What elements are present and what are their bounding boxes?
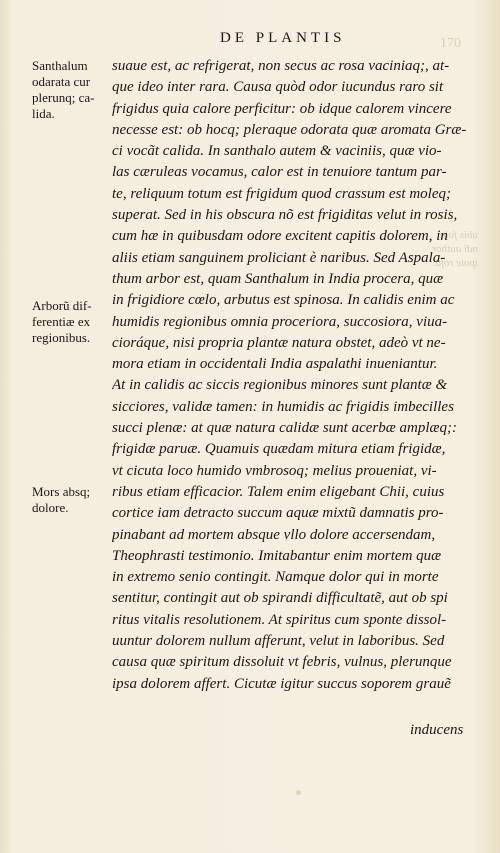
text-line: uuntur dolorem nullum afferunt, velut in laboribus. Sed xyxy=(112,633,445,650)
text-line: causa quæ spiritum dissoluit vt febris, vulnus, plerunque xyxy=(112,654,452,671)
margin-note-line: regionibus. xyxy=(32,330,91,345)
text-line: ipsa dolorem affert. Cicutæ igitur succus soporem grauẽ xyxy=(112,675,451,692)
text-line: succi plenæ: at quæ natura calidæ sunt acerbæ amplæq;: xyxy=(112,420,457,437)
text-line: mora etiam in occidentali India aspalathi inueniantur. xyxy=(112,356,438,373)
text-line: sentitur, contingit aut ob spirandi difficultatẽ, aut ob spi xyxy=(112,590,448,607)
text-line: superat. Sed in his obscura nõ est frigiditas velut in rosis, xyxy=(112,207,458,224)
text-line: vt cicuta loco humido vmbrosoq; melius proueniat, vi- xyxy=(112,462,437,479)
margin-note-line: Arborũ dif- xyxy=(32,298,92,313)
text-line: te, reliquum totum est frigidum quod crassum est moleq; xyxy=(112,185,452,202)
text-line: humidis regionibus omnia proceriora, succosiora, viua- xyxy=(112,313,448,330)
text-line: pinabant ad mortem absque vllo dolore accersendam, xyxy=(112,526,436,543)
text-line: in extremo senio contingit. Namque dolor qui in morte xyxy=(112,569,439,586)
margin-note-mors xyxy=(32,484,110,516)
margin-note-line: lida. xyxy=(32,106,55,121)
catchword: inducens xyxy=(410,722,464,738)
margin-note-arborum xyxy=(32,298,110,346)
text-line: cioráque, nisi propria plantæ natura obstet, adeò vt ne- xyxy=(112,334,446,351)
text-line: frigidus quia calore perficitur: ob idque calorem vincere xyxy=(112,100,452,117)
text-line: cum hæ in quibusdam odore excitent capitis dolorem, in xyxy=(112,228,448,245)
text-line: thum arbor est, quam Santhalum in India procera, quæ xyxy=(112,270,444,287)
margin-note-line: Mors absq; xyxy=(32,484,91,499)
show-through-text: ubis fola ndi author ipote rofa. xyxy=(431,229,478,269)
main-text-block xyxy=(112,56,474,695)
text-line: suaue est, ac refrigerat, non secus ac rosa vaciniaq;, at- xyxy=(112,58,450,74)
margin-note-line: plerunq; ca- xyxy=(32,90,95,105)
text-line: sicciores, validæ tamen: in humidis ac frigidis imbecilles xyxy=(112,398,454,415)
running-title: DE PLANTIS xyxy=(220,30,346,46)
margin-note-line: dolore. xyxy=(32,500,69,515)
text-line: aliis etiam sanguinem proliciant è naribus. Sed Aspala- xyxy=(112,249,446,266)
text-line: in frigidiore cœlo, arbutus est spinosa. In calidis enim ac xyxy=(112,292,455,309)
margin-note-santhalum xyxy=(32,58,110,122)
text-line: Theophrasti testimonio. Imitabantur enim mortem quæ xyxy=(112,547,442,564)
margin-note-line: Santhalum xyxy=(32,58,88,73)
show-through-mark: 170 xyxy=(440,36,461,51)
text-line: ritus vitalis resolutionem. At spiritus cum sponte dissol- xyxy=(112,611,447,628)
text-line: At in calidis ac siccis regionibus minores sunt plantæ & xyxy=(112,377,448,394)
margin-note-line: ferentiæ ex xyxy=(32,314,91,329)
text-line: que ideo inter rara. Causa quòd odor iucundus raro sit xyxy=(112,79,444,96)
paper-stain xyxy=(296,790,301,795)
text-line: ribus etiam efficacior. Talem enim eligebant Chii, cuius xyxy=(112,483,445,500)
margin-note-line: odarata cur xyxy=(32,74,91,89)
text-line: ci vocãt calida. In santhalo autem & vaciniis, quæ vio- xyxy=(112,143,442,160)
text-line: necesse est: ob hocq; pleraque odorata quæ aromata Græ- xyxy=(112,121,467,138)
text-line: cortice iam detracto succum aquæ mixtũ damnatis pro- xyxy=(112,505,444,522)
text-line: frigidæ paruæ. Quamuis quædam mitura etiam frigidæ, xyxy=(112,441,446,458)
text-line: las cæruleas vocamus, calor est in tenuiore tantum par- xyxy=(112,164,447,181)
